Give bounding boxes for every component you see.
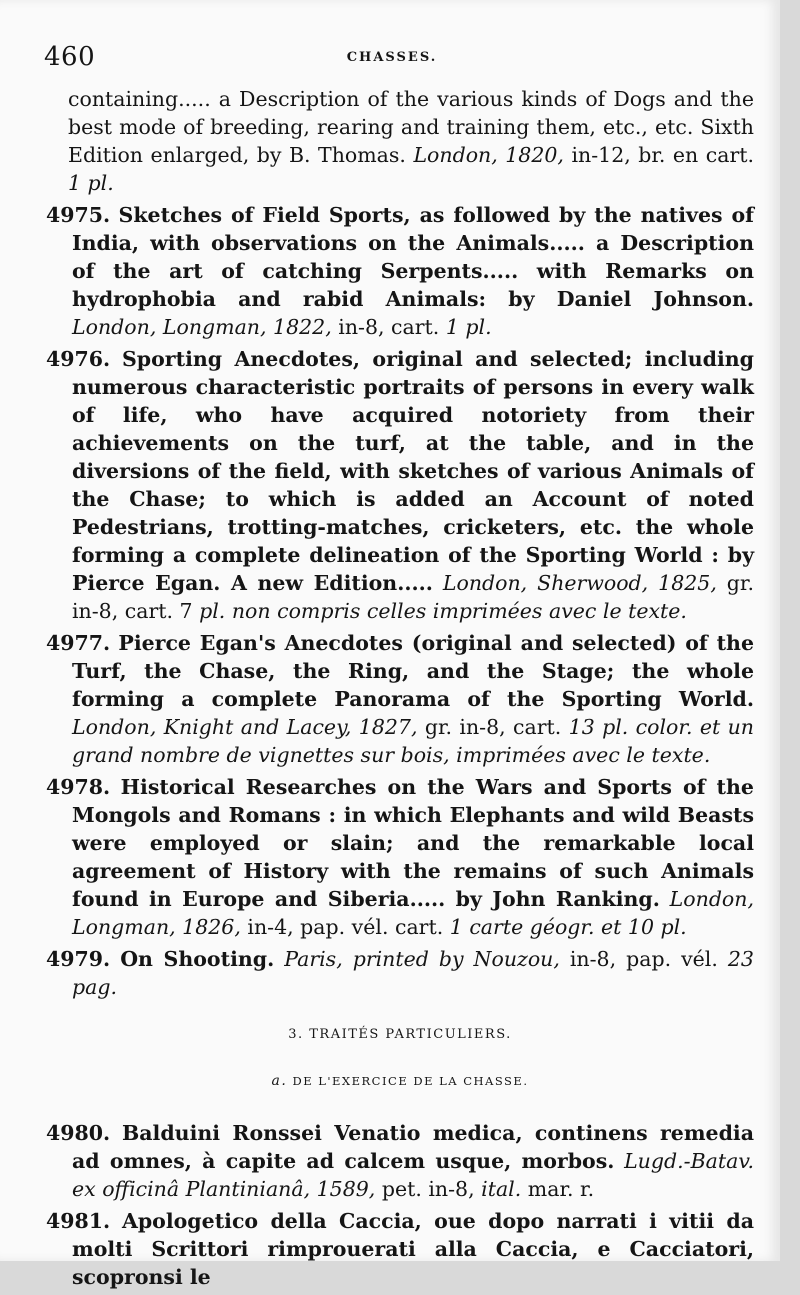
entry-imprint: London, 1820,	[413, 143, 564, 167]
catalog-entry	[46, 345, 754, 625]
entry-title: Historical Researches on the Wars and Sports of the Mongols and Romans : in which Elephants and wild Beasts were employed or slain; and the remarkable local agreement of History with the remains of such Animals found in Europe and Siberia..... by John Ranking.	[72, 775, 754, 911]
entry-imprint: London, Longman, 1826,	[72, 887, 754, 939]
entry-plates: 1 pl.	[445, 315, 492, 339]
running-title: CHASSES.	[346, 50, 438, 65]
catalog-entry	[46, 1119, 754, 1203]
entry-title: Sporting Anecdotes, original and selected; including numerous characteristic portraits of persons in every walk of life, who have acquired notoriety from their achievements on the turf, at the table, and in the diversions of the field, with sketches of various Animals of the Chase; to which is added an Account of noted Pedestrians, trotting-matches, cricketers, etc. the whole forming a complete delineation of the Sporting World : by Pierce Egan. A new Edition.....	[72, 347, 754, 595]
entry-title: On Shooting.	[120, 947, 275, 971]
entry-plates: 1 carte géogr. et 10 pl.	[449, 915, 687, 939]
entry-details: pet. in-8,	[381, 1177, 475, 1201]
page-number: 460	[44, 42, 96, 72]
entry-details: in-4, pap. vél. cart.	[247, 915, 444, 939]
catalog-entry	[46, 629, 754, 769]
catalog-entry	[46, 945, 754, 1001]
entry-details: in-12, br. en cart.	[571, 143, 754, 167]
entry-number: 4980.	[46, 1121, 111, 1145]
subsection-heading	[46, 1067, 754, 1095]
entry-details: gr. in-8, cart. 7	[72, 571, 754, 623]
entry-title: Apologetico della Caccia, oue dopo narrati i vitii da molti Scrittori rimprouerati alla Caccia, e Cacciatori, scopronsi le	[72, 1209, 754, 1289]
entry-pages: 23 pag.	[72, 947, 754, 999]
entry-title: Sketches of Field Sports, as followed by the natives of India, with observations on the Animals..... a Description of the art of catching Serpents..... with Remarks on hydrophobia and rabid Animals: by Daniel Johnson.	[72, 203, 754, 311]
continued-entry	[46, 85, 754, 197]
entry-imprint: London, Knight and Lacey, 1827,	[72, 715, 418, 739]
catalog-entry	[46, 201, 754, 341]
entry-title: Balduini Ronssei Venatio medica, continens remedia ad omnes, à capite ad calcem usque, morbos.	[72, 1121, 754, 1173]
entry-plates: pl. non compris celles imprimées avec le texte.	[199, 599, 687, 623]
entry-number: 4978.	[46, 775, 111, 799]
entry-title: Pierce Egan's Anecdotes (original and selected) of the Turf, the Chase, the Ring, and the Stage; the whole forming a complete Panorama of the Sporting World.	[72, 631, 754, 711]
entry-plates: 1 pl.	[68, 171, 114, 195]
subsection-letter: a.	[271, 1073, 288, 1089]
entry-number: 4981.	[46, 1209, 111, 1233]
entry-details: in-8, pap. vél.	[569, 947, 718, 971]
subsection-title: DE L'EXERCICE DE LA CHASSE.	[292, 1074, 529, 1088]
entry-details: gr. in-8, cart.	[424, 715, 562, 739]
entry-binding: mar. r.	[527, 1177, 595, 1201]
entry-number: 4977.	[46, 631, 111, 655]
page-content	[46, 85, 754, 1295]
entry-number: 4976.	[46, 347, 111, 371]
entry-imprint: Lugd.-Batav. ex officinâ Plantinianâ, 1589,	[72, 1149, 754, 1201]
section-heading: 3. TRAITÉS PARTICULIERS.	[288, 1027, 512, 1042]
entry-plates: 13 pl. color. et un grand nombre de vignettes sur bois, imprimées avec le texte.	[72, 715, 754, 767]
entry-imprint: London, Sherwood, 1825,	[442, 571, 717, 595]
catalog-entry	[46, 773, 754, 941]
entry-details: in-8, cart.	[338, 315, 440, 339]
entry-number: 4979.	[46, 947, 111, 971]
entry-title: containing..... a Description of the various kinds of Dogs and the best mode of breeding, rearing and training them, etc., etc. Sixth Edition enlarged, by B. Thomas.	[68, 87, 754, 167]
entry-imprint: London, Longman, 1822,	[72, 315, 332, 339]
entry-imprint: Paris, printed by Nouzou,	[284, 947, 560, 971]
entry-number: 4975.	[46, 203, 111, 227]
catalog-entry	[46, 1207, 754, 1291]
entry-type-note: ital.	[481, 1177, 522, 1201]
page-header	[44, 42, 740, 72]
